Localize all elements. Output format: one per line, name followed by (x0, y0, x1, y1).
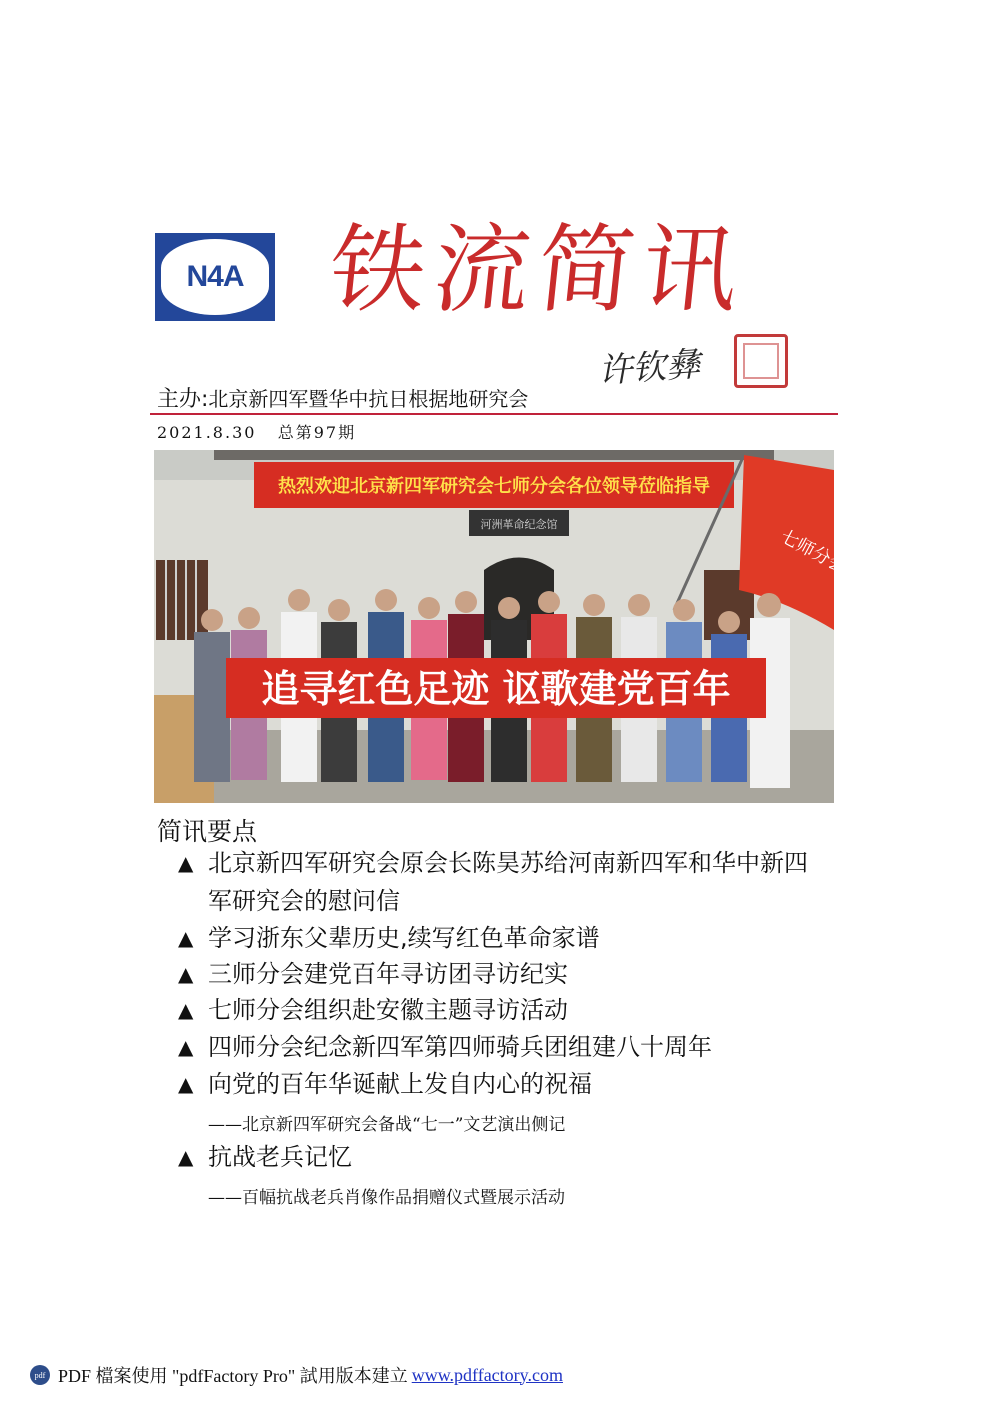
logo-oval (161, 239, 269, 315)
flag-text: 七师分会 (776, 525, 851, 579)
triangle-bullet-icon: ▲ (178, 926, 194, 950)
highlight-subtitle: ——北京新四军研究会备战“七一”文艺演出侧记 (208, 1115, 566, 1135)
triangle-bullet-icon: ▲ (178, 962, 194, 986)
footer-link[interactable]: www.pdffactory.com (411, 1364, 563, 1385)
logo-text: N4A (186, 260, 244, 293)
triangle-bullet-icon: ▲ (178, 851, 194, 875)
highlight-text: 七师分会组织赴安徽主题寻访活动 (208, 996, 568, 1024)
highlight-item (178, 955, 828, 993)
plaque-text: 河洲革命纪念馆 (480, 518, 558, 531)
triangle-bullet-icon: ▲ (178, 1035, 194, 1059)
triangle-bullet-icon: ▲ (178, 1072, 194, 1096)
highlight-text: 四师分会纪念新四军第四师骑兵团组建八十周年 (208, 1033, 712, 1061)
highlight-item (178, 1028, 828, 1066)
triangle-bullet-icon: ▲ (178, 998, 194, 1022)
masthead-title: 铁流简讯 (324, 214, 752, 326)
highlight-text: 北京新四军研究会原会长陈昊苏给河南新四军和华中新四军研究会的慰问信 (208, 849, 808, 915)
top-banner-text: 热烈欢迎北京新四军研究会七师分会各位领导莅临指导 (278, 476, 710, 497)
highlight-item (178, 1065, 828, 1103)
highlight-text: 向党的百年华诞献上发自内心的祝福 (208, 1070, 592, 1098)
sponsor-line (157, 382, 528, 413)
highlight-text: 抗战老兵记忆 (208, 1143, 352, 1171)
footer-text: PDF 檔案使用 "pdfFactory Pro" 試用版本建立 (58, 1366, 408, 1386)
sponsor-label: 主办: (157, 387, 209, 412)
sponsor-org: 北京新四军暨华中抗日根据地研究会 (208, 387, 529, 411)
header-rule (150, 413, 838, 415)
triangle-bullet-icon: ▲ (178, 1145, 194, 1169)
highlight-item (178, 1138, 828, 1176)
issue-line (157, 420, 356, 443)
front-banner-text: 追寻红色足迹 讴歌建党百年 (261, 667, 731, 711)
group-photo-illustration (154, 450, 851, 803)
n4a-logo (155, 233, 275, 321)
pdf-icon: pdf (30, 1365, 50, 1385)
highlight-text: 学习浙东父辈历史,续写红色革命家谱 (208, 924, 600, 952)
highlight-item (178, 919, 828, 957)
highlight-subtitle: ——百幅抗战老兵肖像作品捐赠仪式暨展示活动 (208, 1188, 565, 1208)
pdf-footer (30, 1362, 563, 1388)
issue-date: 2021.8.30 (157, 423, 257, 442)
group-photo (154, 450, 851, 803)
highlight-text: 三师分会建党百年寻访团寻访纪实 (208, 960, 568, 988)
issue-number: 总第97期 (277, 423, 357, 442)
red-seal-stamp (734, 334, 788, 388)
highlight-item (178, 991, 828, 1029)
highlights-title: 简讯要点 (157, 817, 258, 846)
highlight-item (178, 844, 828, 920)
calligraphy-signature: 许钦彝 (596, 344, 702, 392)
